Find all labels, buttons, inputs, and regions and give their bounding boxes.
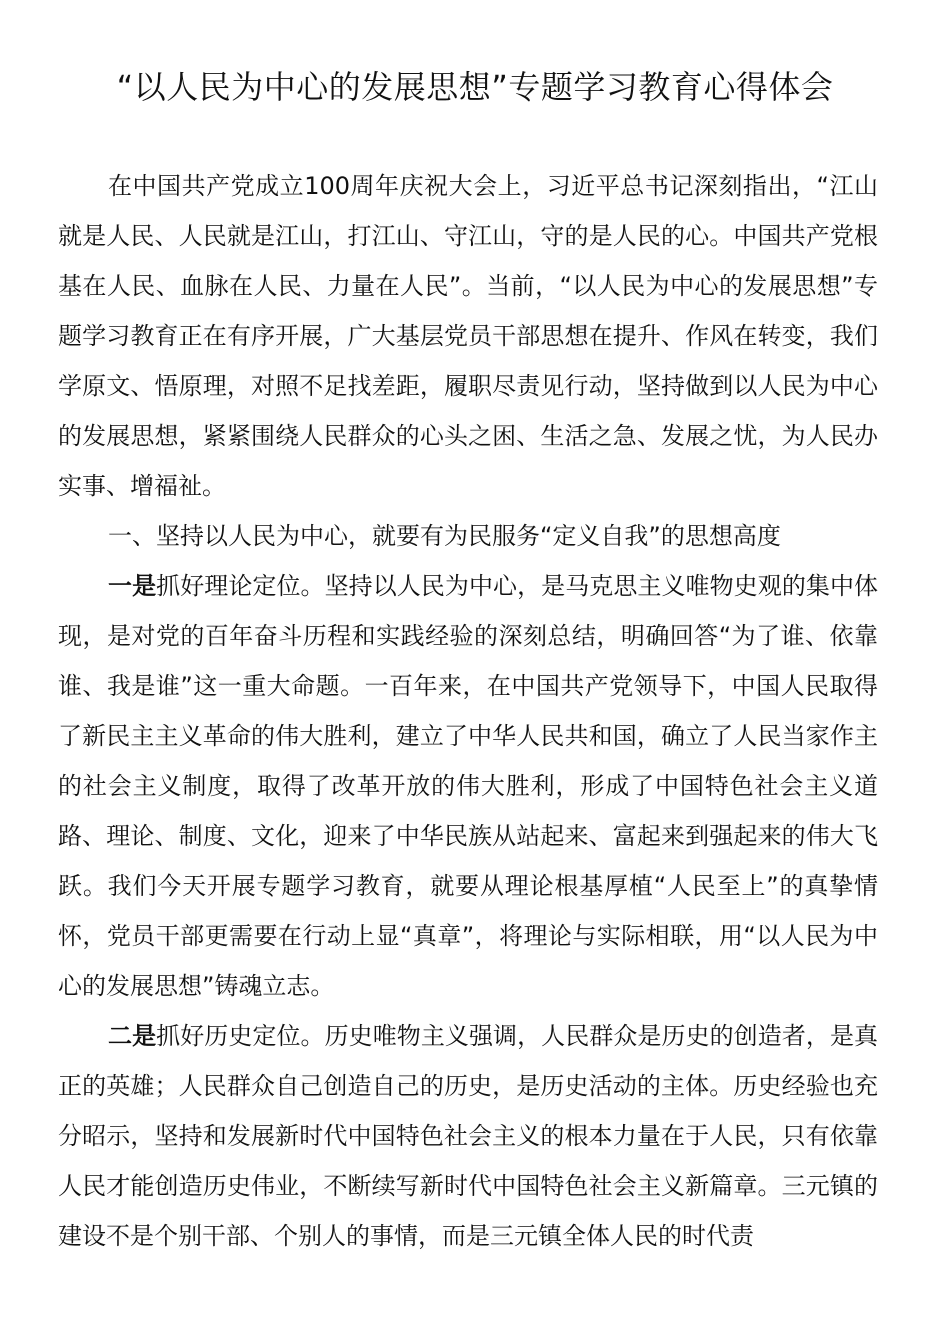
paragraph-point-1 (58, 561, 878, 1011)
section-heading-1 (58, 511, 878, 561)
document-title: “以人民为中心的发展思想”专题学习教育心得体会 (116, 68, 834, 106)
document-body (58, 161, 878, 1261)
paragraph-text: 在中国共产党成立100周年庆祝大会上，习近平总书记深刻指出，“江山就是人民、人民就是江山，打江山、守江山，守的是人民的心。中国共产党根基在人民、血脉在人民、力量在人民”。当前，“以人民为中心的发展思想”专题学习教育正在有序开展，广大基层党员干部思想在提升、作风在转变，我们学原文、悟原理，对照不足找差距，履职尽责见行动，坚持做到以人民为中心的发展思想，紧紧围绕人民群众的心头之困、生活之急、发展之忧，为人民办实事、增福祉。 (58, 172, 878, 500)
paragraph-point-2 (58, 1011, 878, 1261)
paragraph-lead: 二是 (108, 1022, 157, 1050)
paragraph-intro (58, 161, 878, 511)
section-heading-text: 一、坚持以人民为中心，就要有为民服务“定义自我”的思想高度 (108, 522, 781, 550)
paragraph-text: 抓好理论定位。坚持以人民为中心，是马克思主义唯物史观的集中体现，是对党的百年奋斗历程和实践经验的深刻总结，明确回答“为了谁、依靠谁、我是谁”这一重大命题。一百年来，在中国共产党领导下，中国人民取得了新民主主义革命的伟大胜利，建立了中华人民共和国，确立了人民当家作主的社会主义制度，取得了改革开放的伟大胜利，形成了中国特色社会主义道路、理论、制度、文化，迎来了中华民族从站起来、富起来到强起来的伟大飞跃。我们今天开展专题学习教育，就要从理论根基厚植“人民至上”的真挚情怀，党员干部更需要在行动上显“真章”，将理论与实际相联，用“以人民为中心的发展思想”铸魂立志。 (58, 572, 879, 1000)
paragraph-text: 抓好历史定位。历史唯物主义强调，人民群众是历史的创造者，是真正的英雄；人民群众自己创造自己的历史，是历史活动的主体。历史经验也充分昭示，坚持和发展新时代中国特色社会主义的根本力量在于人民，只有依靠人民才能创造历史伟业，不断续写新时代中国特色社会主义新篇章。三元镇的建设不是个别干部、个别人的事情，而是三元镇全体人民的时代责 (58, 1022, 879, 1250)
paragraph-lead: 一是 (108, 572, 157, 600)
